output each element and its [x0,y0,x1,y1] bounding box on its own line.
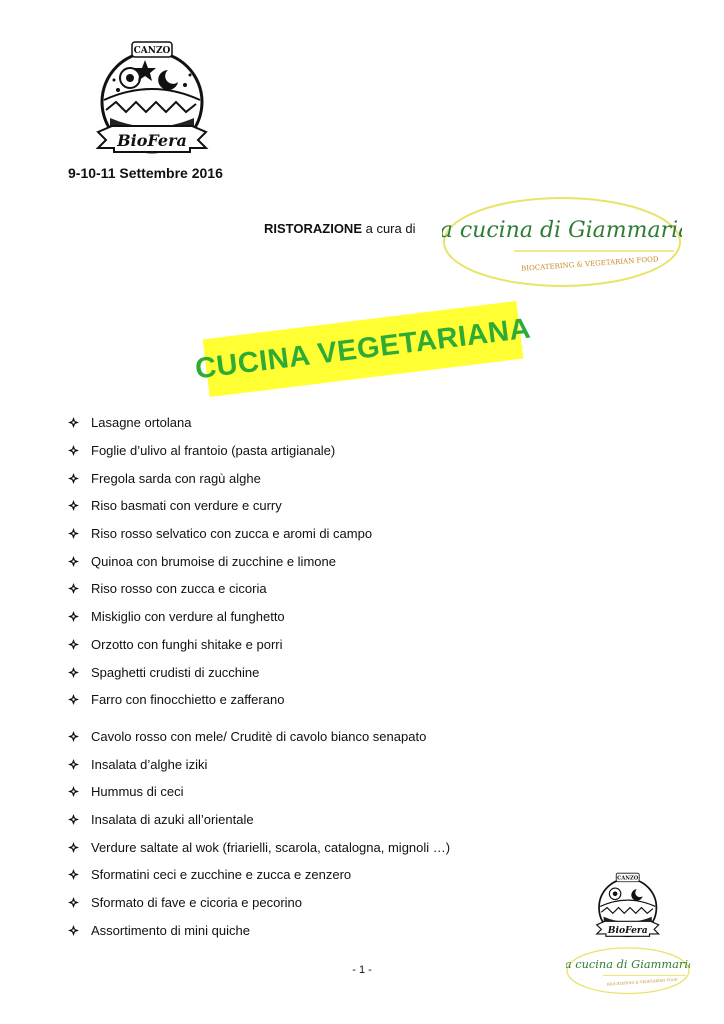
diamond-bullet-icon [68,667,79,678]
menu-item-text: Lasagne ortolana [91,415,192,431]
list-item [68,520,450,548]
menu-item-text: Insalata di azuki all’orientale [91,811,254,827]
catering-caption-bold: RISTORAZIONE [264,221,362,236]
list-item [68,723,450,751]
menu-list [68,409,450,944]
biofera-logo [90,40,215,162]
menu-item-text: Riso rosso con zucca e cicoria [91,581,267,597]
diamond-bullet-icon [68,869,79,880]
cucina-di-giammaria-logo [442,195,682,290]
logo-wordmark: BioFera [117,131,187,150]
list-item [68,889,450,917]
diamond-bullet-icon [68,694,79,705]
diamond-bullet-icon [68,925,79,936]
diamond-bullet-icon [68,500,79,511]
list-item [68,833,450,861]
diamond-bullet-icon [68,445,79,456]
menu-item-text: Foglie d’ulivo al frantoio (pasta artigianale) [91,443,336,459]
list-item [68,464,450,492]
menu-item-text: Sformato di fave e cicoria e pecorino [91,895,302,911]
menu-item-text: Verdure saltate al wok (friarielli, scarola, catalogna, mignoli …) [91,839,451,855]
menu-item-text: Orzotto con funghi shitake e porri [91,636,283,652]
menu-item-text: Sformatini ceci e zucchine e zucca e zenzero [91,867,352,883]
logo-badge-text-small: CANZO [617,875,639,882]
cucina-logo-script: la cucina di Giammaria [442,218,682,243]
menu-item-text: Riso basmati con verdure e curry [91,498,282,514]
diamond-bullet-icon [68,556,79,567]
menu-item-text: Insalata d’alghe iziki [91,756,208,772]
diamond-bullet-icon [68,759,79,770]
catering-caption-rest: a cura di [362,221,416,236]
diamond-bullet-icon [68,897,79,908]
diamond-bullet-icon [68,639,79,650]
page-number: - 1 - [352,964,372,976]
diamond-bullet-icon [68,786,79,797]
list-item [68,658,450,686]
list-item [68,492,450,520]
list-item [68,437,450,465]
diamond-bullet-icon [68,473,79,484]
list-item [68,547,450,575]
cucina-logo-script-small: la cucina di Giammaria [566,957,690,972]
list-item [68,861,450,889]
cucina-logo-tagline: BIOCATERING & VEGETARIAN FOOD [521,255,659,273]
cucina-logo-tagline-small: BIOCATERING & VEGETARIAN FOOD [606,977,678,987]
diamond-bullet-icon [68,528,79,539]
logo-badge-text: CANZO [133,46,171,56]
logo-wordmark-small: BioFera [607,924,648,936]
list-item [68,686,450,714]
menu-item-text: Quinoa con brumoise di zucchine e limone [91,553,336,569]
list-item [68,916,450,944]
biofera-logo-small [592,872,664,942]
diamond-bullet-icon [68,731,79,742]
diamond-bullet-icon [68,814,79,825]
list-item [68,631,450,659]
menu-item-text: Fregola sarda con ragù alghe [91,470,261,486]
catering-caption [264,221,415,236]
menu-item-text: Hummus di ceci [91,784,184,800]
diamond-bullet-icon [68,583,79,594]
menu-item-text: Miskiglio con verdure al funghetto [91,609,285,625]
list-item [68,575,450,603]
event-date: 9-10-11 Settembre 2016 [68,165,223,181]
banner-text: CUCINA VEGETARIANA [193,312,533,385]
list-item [68,603,450,631]
diamond-bullet-icon [68,842,79,853]
diamond-bullet-icon [68,611,79,622]
menu-item-text: Spaghetti crudisti di zucchine [91,664,260,680]
list-item [68,409,450,437]
menu-item-text: Riso rosso selvatico con zucca e aromi di campo [91,526,373,542]
diamond-bullet-icon [68,417,79,428]
menu-item-text: Cavolo rosso con mele/ Cruditè di cavolo bianco senapato [91,728,427,744]
banner-cucina-vegetariana [193,301,533,397]
menu-item-text: Assortimento di mini quiche [91,922,250,938]
list-item [68,750,450,778]
list-item [68,778,450,806]
menu-item-text: Farro con finocchietto e zafferano [91,692,285,708]
list-item [68,806,450,834]
